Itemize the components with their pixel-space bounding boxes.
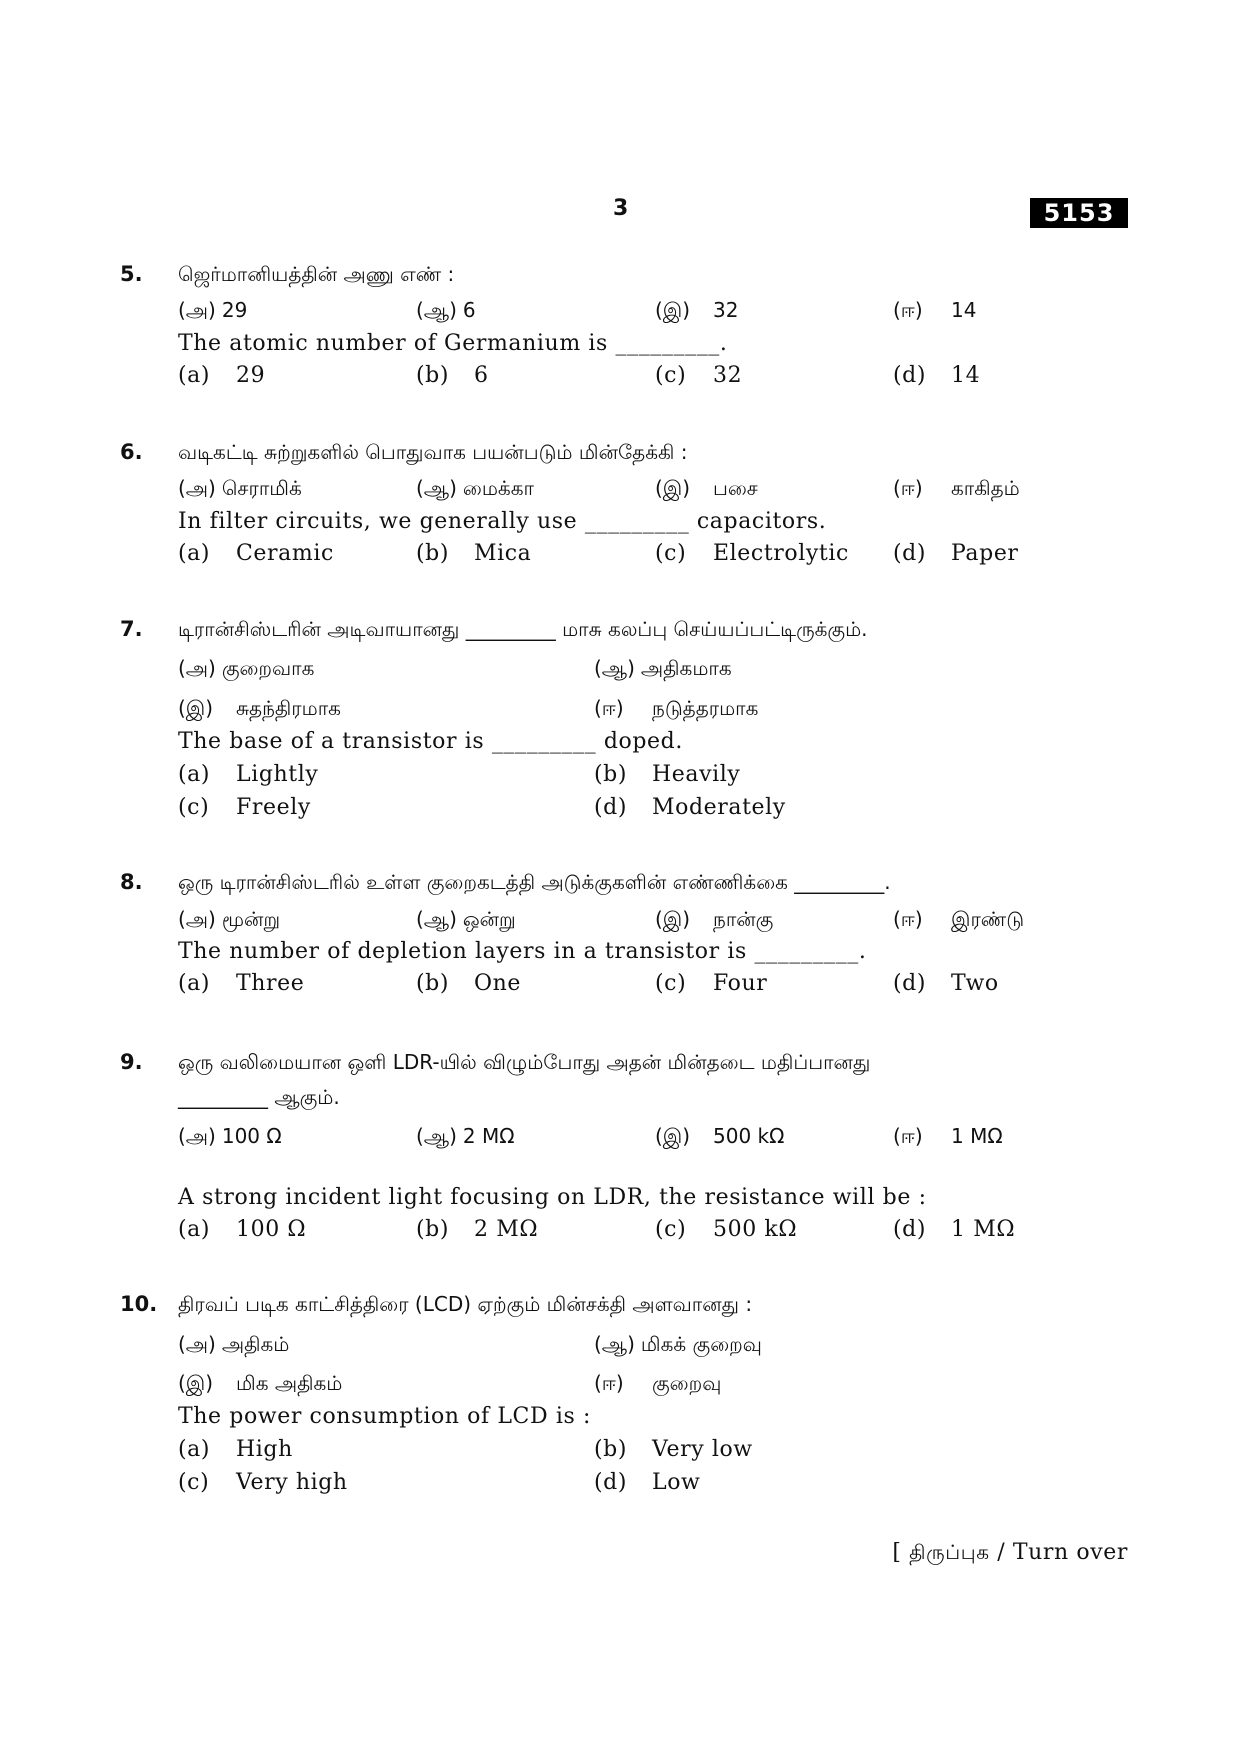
english-option: (d) Low — [594, 1470, 701, 1495]
tamil-option: (ஈ) நடுத்தரமாக — [594, 696, 759, 720]
tamil-option: (இ) மிக அதிகம் — [178, 1371, 343, 1395]
tamil-question: ஜெர்மானியத்தின் அணு எண் : — [178, 262, 455, 286]
tamil-question: ஒரு டிரான்சிஸ்டரில் உள்ள குறைகடத்தி அடுக்குகளின் எண்ணிக்கை _________. — [178, 870, 891, 894]
english-option: (b) One — [416, 971, 522, 996]
tamil-option: (அ) அதிகம் — [178, 1332, 290, 1356]
english-option: (c) 32 — [655, 363, 743, 388]
english-option: (b) 6 — [416, 363, 489, 388]
question-number: 6. — [120, 440, 143, 464]
tamil-option: (ஆ) மிகக் குறைவு — [594, 1332, 762, 1356]
english-option: (c) Electrolytic — [655, 541, 849, 566]
english-option: (d) Moderately — [594, 795, 786, 820]
english-option: (a) High — [178, 1437, 293, 1462]
tamil-option: (ஈ) குறைவு — [594, 1371, 722, 1395]
tamil-question: ஒரு வலிமையான ஒளி LDR-யில் விழும்போது அதன் மின்தடை மதிப்பானது — [178, 1050, 871, 1074]
tamil-option: (ஈ) காகிதம் — [893, 476, 1020, 500]
tamil-option: (இ) 32 — [655, 298, 739, 322]
english-question: The power consumption of LCD is : — [178, 1404, 591, 1429]
english-option: (c) Freely — [178, 795, 311, 820]
page-number: 3 — [613, 196, 629, 221]
tamil-option: (ஈ) இரண்டு — [893, 907, 1025, 931]
tamil-option: (இ) பசை — [655, 476, 758, 500]
footer-bracket: [ — [892, 1540, 902, 1565]
turn-over-note — [892, 1540, 1128, 1567]
english-option: (a) 29 — [178, 363, 266, 388]
tamil-option: (அ) 29 — [178, 298, 248, 322]
tamil-option: (ஈ) 1 MΩ — [893, 1124, 1003, 1148]
english-question: The base of a transistor is _________ doped. — [178, 729, 683, 754]
tamil-option: (இ) 500 kΩ — [655, 1124, 785, 1148]
english-option: (c) 500 kΩ — [655, 1217, 798, 1242]
tamil-option: (ஆ) மைக்கா — [416, 476, 534, 500]
tamil-option: (ஆ) ஒன்று — [416, 907, 516, 931]
tamil-question: டிரான்சிஸ்டரின் அடிவாயானது _________ மாசு கலப்பு செய்யப்பட்டிருக்கும். — [178, 617, 868, 641]
tamil-option: (இ) சுதந்திரமாக — [178, 696, 341, 720]
english-option: (b) 2 MΩ — [416, 1217, 539, 1242]
english-question: A strong incident light focusing on LDR, the resistance will be : — [178, 1185, 927, 1210]
question-number: 9. — [120, 1050, 143, 1074]
tamil-question-continuation: _________ ஆகும். — [178, 1085, 340, 1109]
english-option: (a) Ceramic — [178, 541, 334, 566]
paper-code-badge: 5153 — [1030, 198, 1128, 228]
tamil-question: வடிகட்டி சுற்றுகளில் பொதுவாக பயன்படும் மின்தேக்கி : — [178, 440, 688, 464]
footer-separator: / — [997, 1540, 1006, 1565]
english-option: (c) Four — [655, 971, 768, 996]
footer-tamil: திருப்புக — [909, 1540, 990, 1564]
english-question: The atomic number of Germanium is _________. — [178, 331, 728, 356]
english-option: (a) Three — [178, 971, 305, 996]
tamil-option: (ஆ) 6 — [416, 298, 476, 322]
english-question: The number of depletion layers in a transistor is _________. — [178, 939, 867, 964]
english-option: (d) 1 MΩ — [893, 1217, 1016, 1242]
english-option: (d) Two — [893, 971, 999, 996]
tamil-option: (அ) செராமிக் — [178, 476, 302, 500]
tamil-option: (அ) குறைவாக — [178, 656, 315, 680]
question-number: 8. — [120, 870, 143, 894]
english-option: (a) Lightly — [178, 762, 319, 787]
english-option: (b) Mica — [416, 541, 532, 566]
tamil-option: (இ) நான்கு — [655, 907, 774, 931]
question-number: 10. — [120, 1292, 158, 1316]
tamil-option: (அ) 100 Ω — [178, 1124, 282, 1148]
tamil-option: (ஆ) அதிகமாக — [594, 656, 732, 680]
english-question: In filter circuits, we generally use _________ capacitors. — [178, 509, 827, 534]
english-option: (b) Heavily — [594, 762, 741, 787]
english-option: (d) Paper — [893, 541, 1019, 566]
english-option: (c) Very high — [178, 1470, 348, 1495]
english-option: (a) 100 Ω — [178, 1217, 307, 1242]
footer-english: Turn over — [1012, 1540, 1128, 1565]
tamil-question: திரவப் படிக காட்சித்திரை (LCD) ஏற்கும் மின்சக்தி அளவானது : — [178, 1292, 753, 1316]
english-option: (b) Very low — [594, 1437, 753, 1462]
english-option: (d) 14 — [893, 363, 981, 388]
tamil-option: (ஆ) 2 MΩ — [416, 1124, 515, 1148]
tamil-option: (அ) மூன்று — [178, 907, 281, 931]
question-number: 5. — [120, 262, 143, 286]
tamil-option: (ஈ) 14 — [893, 298, 977, 322]
question-number: 7. — [120, 617, 143, 641]
